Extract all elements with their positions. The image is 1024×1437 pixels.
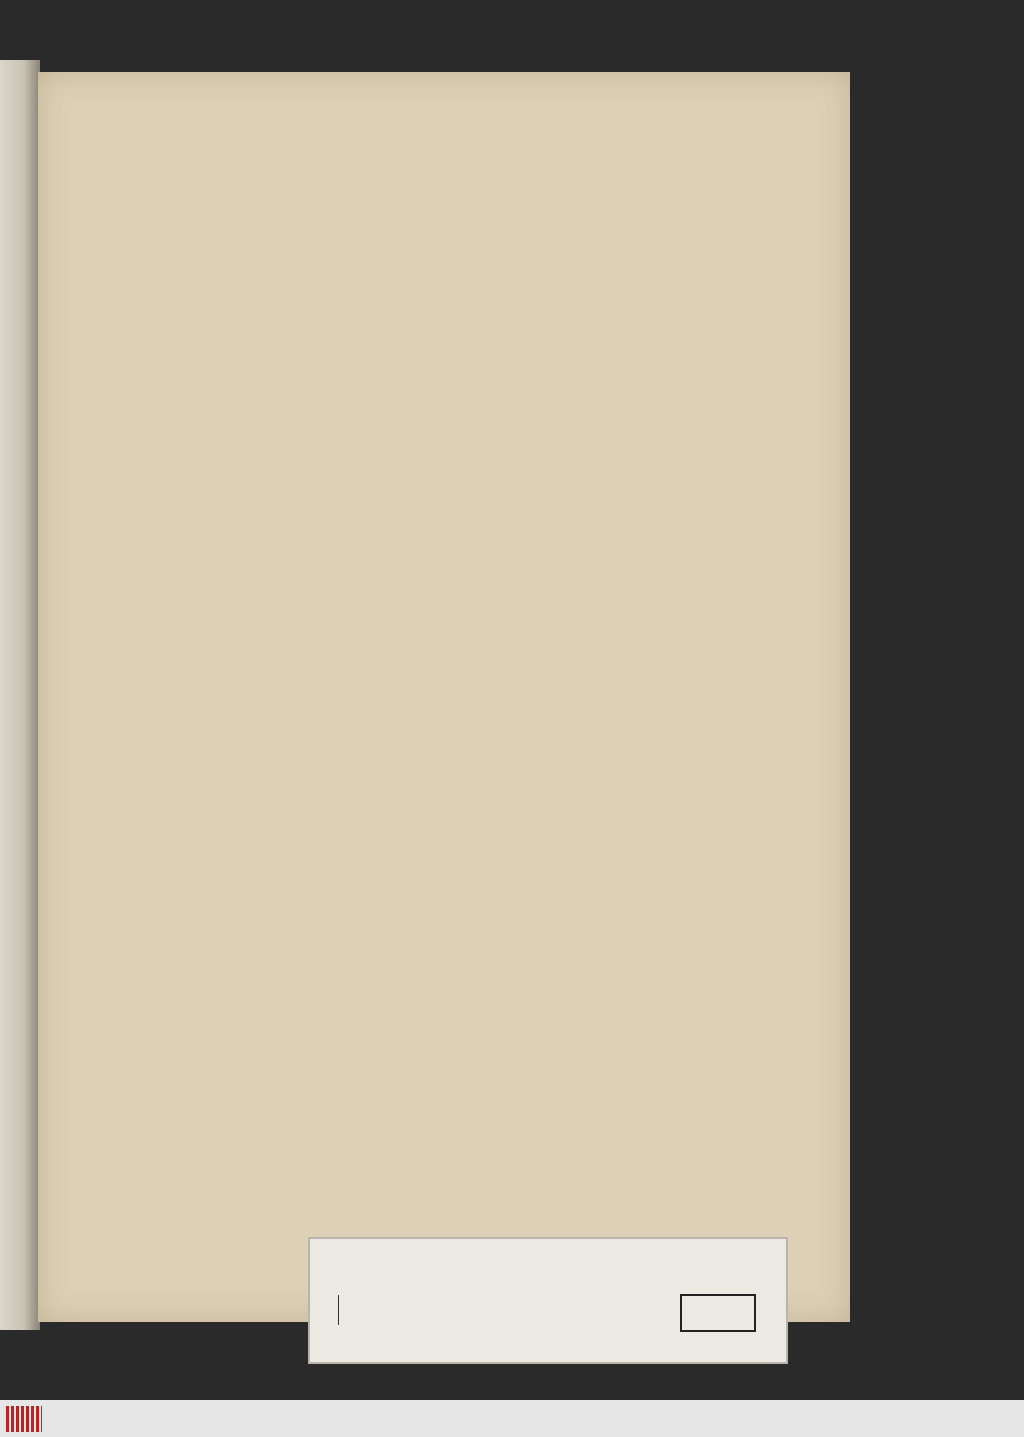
previous-page-edge xyxy=(0,60,40,1330)
book-page xyxy=(38,72,850,1322)
color-reference-card xyxy=(308,1237,788,1364)
gray-scale-swatches xyxy=(680,1294,756,1332)
diglib-logo-icon xyxy=(6,1406,42,1432)
scale-ruler xyxy=(338,1295,569,1325)
footer-bar xyxy=(0,1400,1024,1437)
